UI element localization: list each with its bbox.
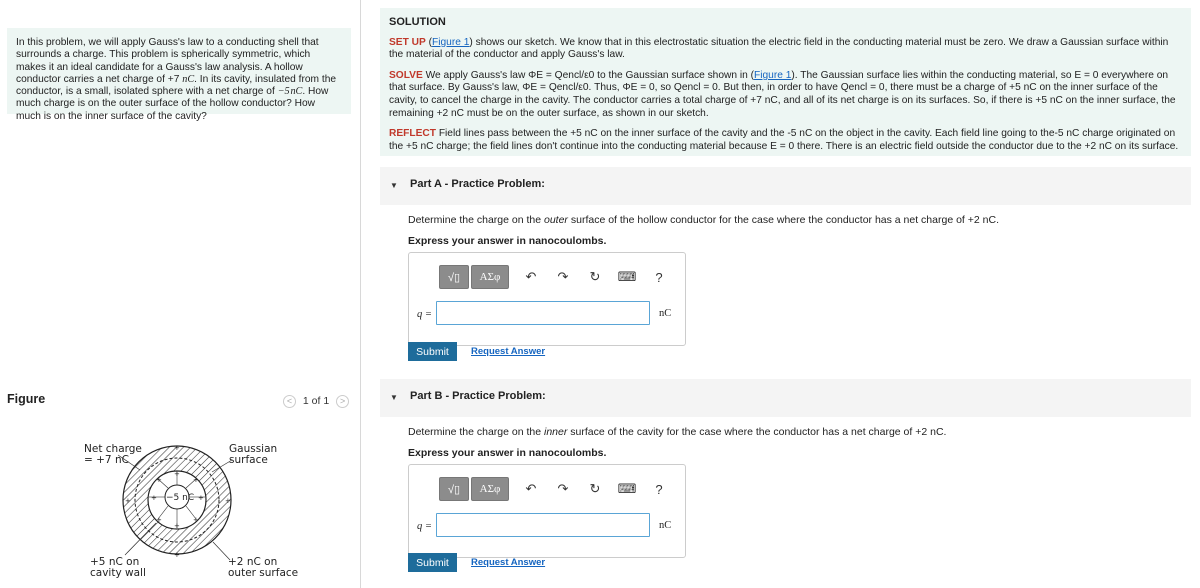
svg-text:+: + [174, 470, 180, 478]
reset-icon[interactable]: ↻ [589, 481, 601, 496]
undo-icon[interactable]: ↶ [525, 481, 537, 496]
setup-keyword: SET UP [389, 36, 426, 48]
part-a-variable-label: q = [417, 309, 432, 320]
svg-text:+: + [125, 497, 131, 505]
part-b-body [408, 426, 1188, 569]
part-a-title: Part A - Practice Problem: [410, 178, 545, 190]
svg-text:+: + [193, 476, 199, 484]
part-a-math-toolbar [439, 265, 669, 289]
part-b-question: Determine the charge on the inner surface of the cavity for the case where the conductor has a net charge of +2 nC. [408, 426, 947, 438]
problem-text-b: . In its cavity, insulated from the conductor, is a small, isolated sphere with a net charge of [16, 73, 337, 98]
greek-symbols-button[interactable]: ΑΣφ [471, 477, 509, 501]
figure-sketch [80, 430, 300, 580]
part-a-header[interactable] [380, 167, 1191, 205]
figure-link-2[interactable]: Figure 1 [754, 69, 792, 81]
keyboard-icon[interactable]: ⌨ [617, 269, 637, 284]
svg-text:+: + [198, 494, 204, 502]
problem-unit-nc: nC [182, 73, 195, 85]
part-b-submit-button[interactable]: Submit [408, 553, 457, 572]
part-a-answer-input[interactable] [436, 301, 650, 325]
undo-icon[interactable]: ↶ [525, 269, 537, 284]
part-a-request-answer-link[interactable]: Request Answer [471, 346, 546, 357]
part-b-header[interactable] [380, 379, 1191, 417]
svg-text:+: + [174, 444, 180, 452]
part-b-answer-input[interactable] [436, 513, 650, 537]
problem-text-a: In this problem, we will apply Gauss's law to a conducting shell that surrounds a charge. This problem is spherically symmetric, which makes it an ideal candidate for a Gauss's law analysis. A hollow conductor carries a net charge of +7 [16, 37, 319, 85]
svg-text:+: + [156, 476, 162, 484]
part-a-submit-button[interactable]: Submit [408, 342, 457, 361]
part-b-variable-label: q = [417, 521, 432, 532]
solution-panel [380, 8, 1191, 156]
solution-heading: SOLUTION [389, 16, 446, 28]
part-b-title: Part B - Practice Problem: [410, 390, 546, 402]
greek-symbols-button[interactable]: ΑΣφ [471, 265, 509, 289]
part-a-instructions: Express your answer in nanocoulombs. [408, 235, 607, 247]
solve-keyword: SOLVE [389, 69, 423, 81]
svg-text:+: + [174, 551, 180, 559]
next-figure-button[interactable]: > [336, 395, 349, 408]
part-b-answer-box [408, 464, 686, 558]
inner-charge-label: −5 nC [166, 493, 195, 503]
templates-button[interactable]: √▯ [439, 477, 469, 501]
net-charge-label: Net charge = +7 nC [84, 443, 142, 466]
collapse-triangle-icon[interactable]: ▼ [390, 181, 398, 190]
figure-pager [283, 395, 349, 408]
help-icon[interactable]: ? [655, 269, 663, 285]
svg-text:+: + [156, 516, 162, 524]
part-b-math-toolbar [439, 477, 669, 501]
problem-statement [7, 28, 351, 122]
left-panel [0, 0, 361, 588]
redo-icon[interactable]: ↷ [557, 269, 569, 284]
part-a-body [408, 214, 1188, 358]
figure-label: Figure [7, 392, 46, 406]
outer-surface-label: +2 nC on outer surface [228, 556, 299, 579]
prev-figure-button[interactable]: < [283, 395, 296, 408]
figure-page-indicator: 1 of 1 [302, 395, 330, 408]
setup-paragraph: SET UP (Figure 1) shows our sketch. We know that in this electrostatic situation the electric field in the conducting material must be zero. We draw a Gaussian surface within the material of the conductor and apply Gauss's law. [389, 36, 1169, 61]
redo-icon[interactable]: ↷ [557, 481, 569, 496]
svg-text:+: + [193, 516, 199, 524]
svg-text:+: + [225, 497, 231, 505]
keyboard-icon[interactable]: ⌨ [617, 481, 637, 496]
solve-paragraph: SOLVE We apply Gauss's law ΦE = Qencl/ε0 to the Gaussian surface shown in (Figure 1). The Gaussian surface lies within the conducting material, so E = 0 everywhere on that surface. By Gauss's law, ΦE = Qencl/ε0. Thus, ΦE = 0, so Qencl = 0. But then, in order to have Qencl = 0, there must be a charge of +5 nC on the inner surface of the cavity, to cancel the charge in the cavity. The conductor carries a total charge of +7 nC, and all of its net charge is on its surfaces. So, if there is +5 nC on the inner surface, the remaining +2 nC must be on the outer surface, as shown in our sketch. [389, 69, 1176, 119]
problem-neg5: −5 [277, 86, 290, 98]
part-a-unit: nC [659, 308, 672, 319]
part-b-request-answer-link[interactable]: Request Answer [471, 557, 546, 568]
part-b-instructions: Express your answer in nanocoulombs. [408, 447, 607, 459]
svg-text:+: + [174, 522, 180, 530]
problem-text-c: . How much charge is on the outer surface of the hollow conductor? How much is on the inner surface of the cavity? [16, 86, 329, 122]
reflect-keyword: REFLECT [389, 128, 436, 140]
part-b-unit: nC [659, 520, 672, 531]
templates-button[interactable]: √▯ [439, 265, 469, 289]
reset-icon[interactable]: ↻ [589, 269, 601, 284]
part-a-answer-box [408, 252, 686, 346]
help-icon[interactable]: ? [655, 481, 663, 497]
gaussian-surface-label: Gaussian surface [229, 443, 278, 466]
reflect-paragraph: REFLECT Field lines pass between the +5 nC on the inner surface of the cavity and the -5 nC on the object in the cavity. Each field line going to the-5 nC charge originated on the +5 nC charge; the field lines don't continue into the conducting material because E = 0 there. There is an electric field outside the conductor due to the +2 nC on its surface. [389, 128, 1179, 152]
figure-link[interactable]: Figure 1 [432, 36, 470, 48]
cavity-wall-label: +5 nC on cavity wall [90, 556, 146, 579]
svg-text:+: + [151, 494, 157, 502]
part-a-question: Determine the charge on the outer surface of the hollow conductor for the case where the conductor has a net charge of +2 nC. [408, 214, 999, 226]
collapse-triangle-icon[interactable]: ▼ [390, 393, 398, 402]
problem-unit-nc-2: nC [290, 86, 303, 98]
